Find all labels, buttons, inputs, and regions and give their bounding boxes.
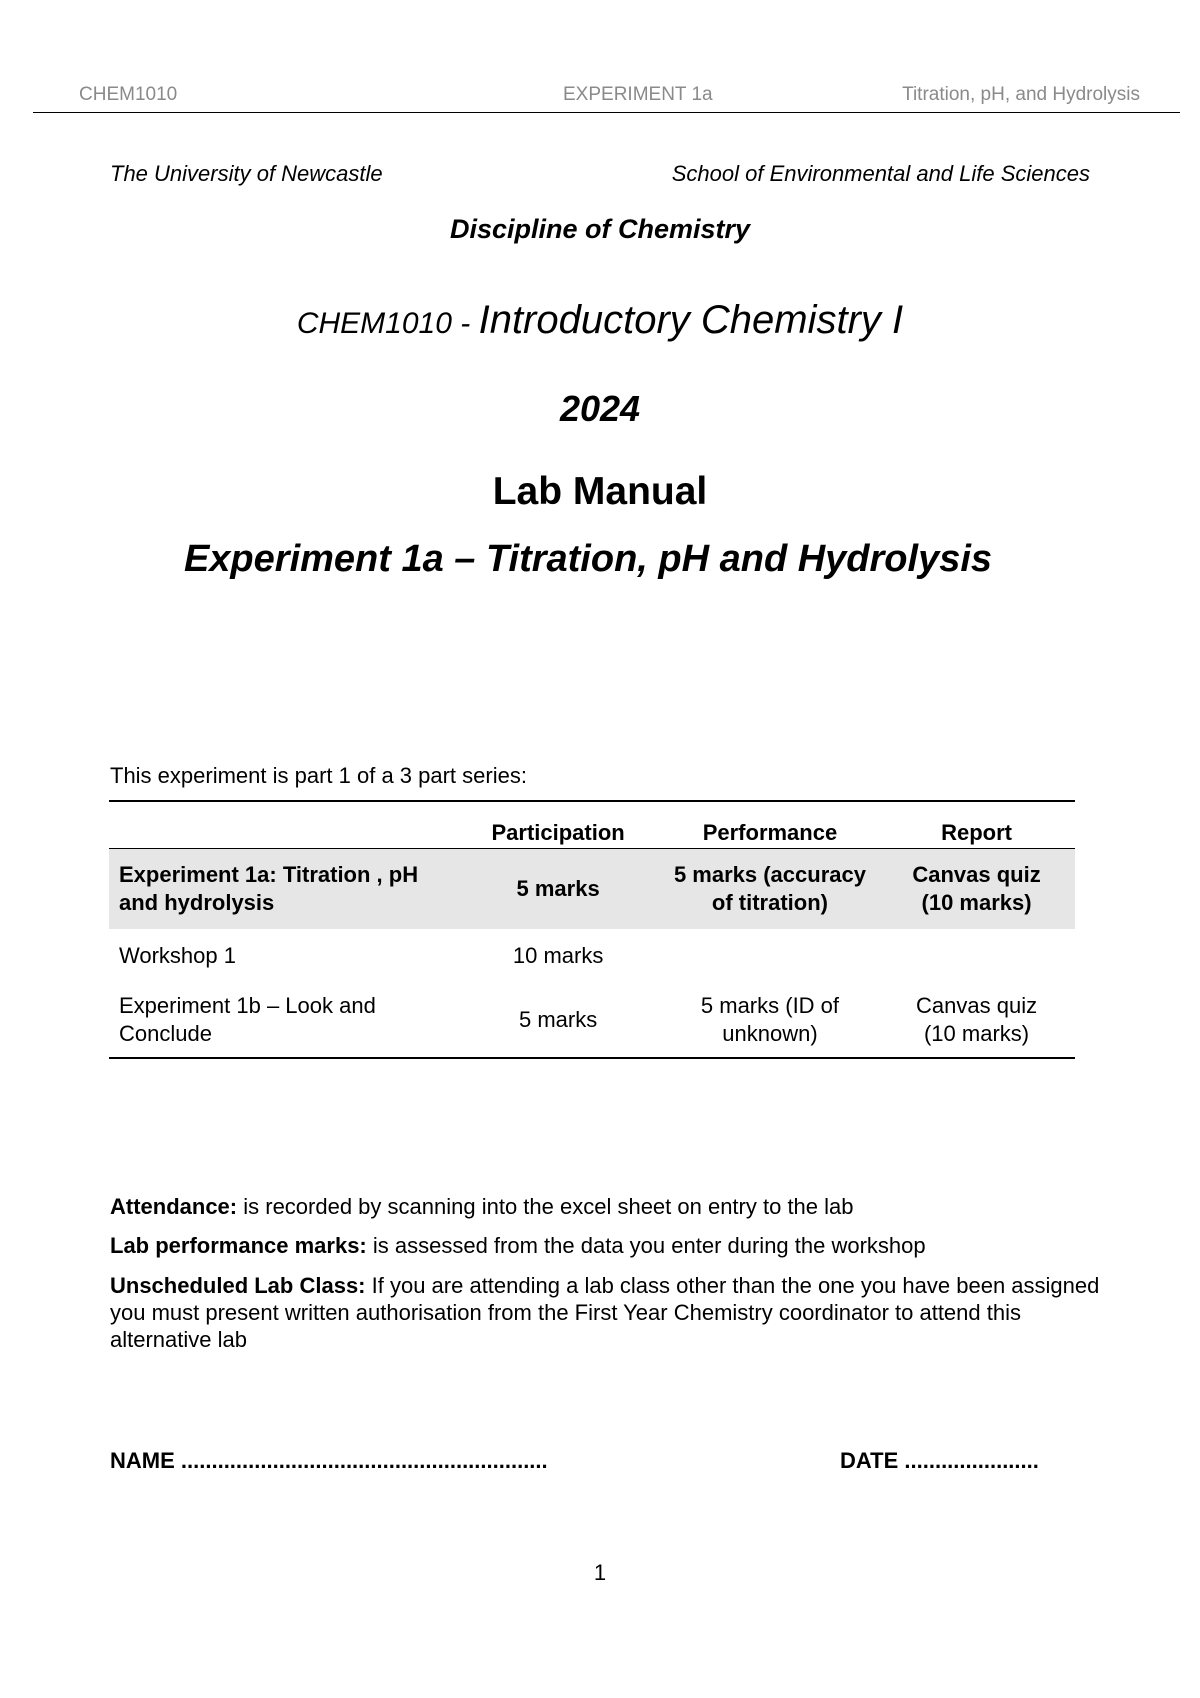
- name-dots: ............................................................: [180, 1448, 548, 1473]
- row-item-line: Experiment 1a: Titration , pH: [119, 862, 419, 887]
- row-item-line: Conclude: [119, 1021, 212, 1046]
- row-performance-line: 5 marks (ID of: [700, 993, 840, 1018]
- page-number: 1: [593, 1560, 607, 1585]
- row-item: [109, 849, 454, 930]
- performance-label: Lab performance marks:: [110, 1233, 367, 1258]
- row-item: [109, 983, 454, 1058]
- row-report-line: (10 marks): [921, 890, 1032, 915]
- row-participation: 5 marks: [518, 1007, 598, 1032]
- date-field[interactable]: [840, 1448, 1039, 1474]
- school-name: School of Environmental and Life Sciences: [671, 161, 1090, 186]
- row-performance: [662, 849, 878, 930]
- row-participation: 10 marks: [512, 943, 604, 968]
- name-field[interactable]: [110, 1448, 548, 1474]
- running-header: [33, 84, 1180, 113]
- performance-text: is assessed from the data you enter during the workshop: [366, 1233, 926, 1258]
- header-topic: Titration, pH, and Hydrolysis: [902, 84, 1140, 105]
- row-participation: 5 marks: [454, 849, 661, 930]
- row-performance: [662, 929, 878, 983]
- date-dots: ......................: [904, 1448, 1039, 1473]
- marks-table: [109, 800, 1075, 1059]
- row-report: [878, 849, 1075, 930]
- unscheduled-text: If you are attending a lab class other than the one you have been assigned you must present written authorisation from the First Year Chemistry coordinator to attend this alternative lab: [110, 1273, 1106, 1352]
- row-performance-line: of titration): [711, 890, 828, 915]
- row-report-line: Canvas quiz: [912, 862, 1041, 887]
- table-row: [109, 929, 1075, 983]
- header-course-code: CHEM1010: [79, 84, 178, 105]
- attendance-note: [110, 1193, 1110, 1220]
- row-performance: [662, 983, 878, 1058]
- row-report-line: (10 marks): [923, 1021, 1030, 1046]
- course-title: [0, 298, 1200, 343]
- year: 2024: [559, 388, 641, 429]
- row-item-line: Experiment 1b – Look and: [119, 993, 376, 1018]
- row-report: [878, 929, 1075, 983]
- name-label: NAME: [110, 1448, 175, 1473]
- column-header-report: Report: [878, 801, 1075, 849]
- row-item: Workshop 1: [119, 943, 236, 968]
- header-experiment: EXPERIMENT 1a: [563, 84, 713, 105]
- attendance-text: is recorded by scanning into the excel sheet on entry to the lab: [237, 1194, 854, 1219]
- row-item-line: and hydrolysis: [119, 890, 275, 915]
- attendance-label: Attendance:: [110, 1194, 238, 1219]
- date-label: DATE: [840, 1448, 899, 1473]
- course-code: CHEM1010: [296, 307, 452, 340]
- unscheduled-label: Unscheduled Lab Class:: [110, 1273, 366, 1298]
- column-header-participation: Participation: [454, 801, 661, 849]
- university-name: The University of Newcastle: [110, 161, 383, 186]
- table-row: [109, 849, 1075, 930]
- course-separator: -: [451, 307, 479, 340]
- manual-title: Lab Manual: [492, 470, 708, 513]
- column-header-performance: Performance: [662, 801, 878, 849]
- discipline-heading: Discipline of Chemistry: [449, 214, 751, 244]
- row-report-line: Canvas quiz: [916, 993, 1038, 1018]
- row-performance-line: 5 marks (accuracy: [673, 862, 866, 887]
- series-intro: This experiment is part 1 of a 3 part series:: [110, 763, 527, 788]
- table-header-row: [109, 801, 1075, 849]
- unscheduled-note: [110, 1272, 1110, 1353]
- row-performance-line: unknown): [722, 1021, 818, 1046]
- performance-note: [110, 1232, 1110, 1259]
- experiment-title: Experiment 1a – Titration, pH and Hydrolysis: [183, 538, 993, 580]
- course-name: Introductory Chemistry I: [478, 298, 904, 342]
- table-row: [109, 983, 1075, 1058]
- column-header-item: [109, 801, 454, 849]
- row-report: [878, 983, 1075, 1058]
